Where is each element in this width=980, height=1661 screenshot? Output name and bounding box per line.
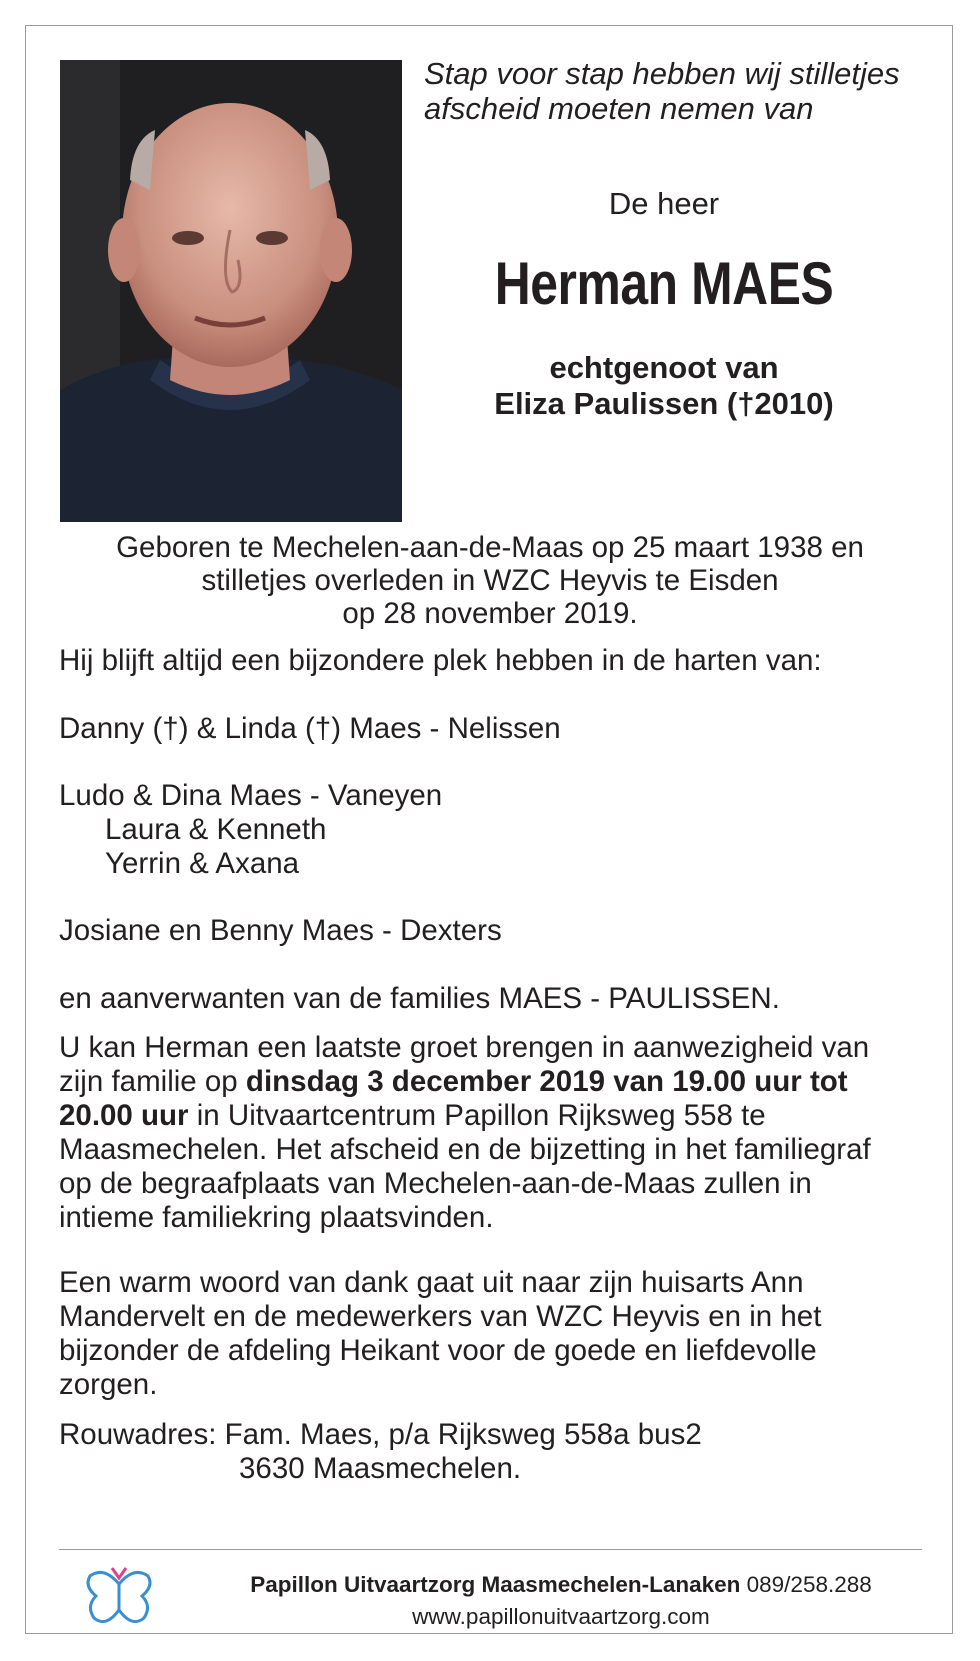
intro-text [424, 56, 924, 126]
family-line-1: Danny (†) & Linda (†) Maes - Nelissen [59, 712, 561, 745]
obituary-card [25, 25, 953, 1634]
relatives-line: en aanverwanten van de families MAES - PAULISSEN. [59, 982, 780, 1015]
family-line-2: Ludo & Dina Maes - Vaneyen [59, 779, 443, 812]
thanks-line-3: bijzonder de afdeling Heikant voor de goede en liefdevolle [59, 1334, 817, 1367]
intro-line-1: Stap voor stap hebben wij stilletjes [424, 56, 900, 91]
intro-line-2: afscheid moeten nemen van [424, 91, 814, 126]
visitation-text [59, 1031, 919, 1235]
visitation-line-3 [59, 1099, 919, 1133]
thanks-text [59, 1266, 919, 1402]
grandchildren-1: Laura & Kenneth [105, 813, 327, 846]
footer-divider [59, 1549, 922, 1550]
butterfly-logo-icon [84, 1562, 154, 1632]
deceased-name: Herman MAES [494, 250, 834, 317]
visitation-date: dinsdag 3 december 2019 van 19.00 uur tot [245, 1065, 848, 1098]
visitation-line-4: Maasmechelen. Het afscheid en de bijzetting in het familiegraf [59, 1133, 871, 1166]
grandchildren-2: Yerrin & Axana [105, 847, 300, 880]
title-block [424, 176, 904, 422]
undertaker-phone: 089/258.288 [746, 1572, 872, 1597]
hearts-intro: Hij blijft altijd een bijzondere plek hebben in de harten van: [59, 644, 822, 677]
visitation-line-1: U kan Herman een laatste groet brengen in aanwezigheid van [59, 1031, 870, 1064]
birth-line-1: Geboren te Mechelen-aan-de-Maas op 25 maart 1938 en [116, 531, 864, 564]
family-line-3: Josiane en Benny Maes - Dexters [59, 914, 502, 947]
birth-line-2: stilletjes overleden in WZC Heyvis te Eisden [201, 564, 779, 597]
spouse-role: echtgenoot van [549, 350, 779, 385]
visitation-end-time: 20.00 uur [59, 1099, 189, 1132]
visitation-line-6: intieme familiekring plaatsvinden. [59, 1201, 494, 1234]
birth-line-3: op 28 november 2019. [342, 597, 638, 630]
thanks-line-4: zorgen. [59, 1368, 158, 1401]
spouse-name: Eliza Paulissen (†2010) [494, 386, 834, 421]
address-line-1: Rouwadres: Fam. Maes, p/a Rijksweg 558a bus2 [59, 1418, 702, 1451]
visitation-line-2 [59, 1065, 919, 1099]
mourning-address [59, 1418, 919, 1486]
undertaker-website[interactable]: www.papillonuitvaartzorg.com [412, 1604, 710, 1629]
thanks-line-1: Een warm woord van dank gaat uit naar zijn huisarts Ann [59, 1266, 804, 1299]
undertaker-contact [181, 1571, 941, 1599]
undertaker-name: Papillon Uitvaartzorg Maasmechelen-Lanaken [250, 1572, 741, 1597]
portrait-photo [60, 60, 402, 522]
honorific: De heer [608, 186, 720, 221]
visitation-line-5: op de begraafplaats van Mechelen-aan-de-Maas zullen in [59, 1167, 812, 1200]
thanks-line-2: Mandervelt en de medewerkers van WZC Heyvis en in het [59, 1300, 822, 1333]
address-line-2: 3630 Maasmechelen. [239, 1452, 522, 1485]
visitation-line-2-pre: zijn familie op [59, 1065, 246, 1098]
visitation-location: in Uitvaartcentrum Papillon Rijksweg 558 te [188, 1099, 766, 1132]
birth-death-info [26, 531, 954, 630]
